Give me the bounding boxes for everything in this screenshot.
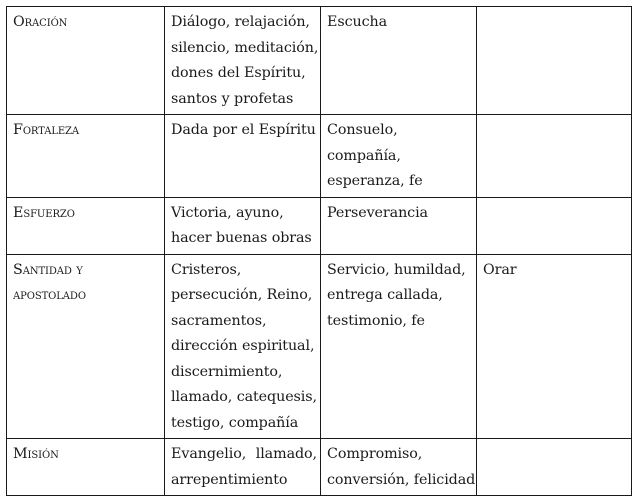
cell-col4	[477, 7, 632, 115]
row-label-mision: Misión	[7, 439, 165, 496]
cell-col4: Orar	[477, 254, 632, 439]
cell-col2: Dada por el Espíritu	[165, 115, 321, 198]
cell-col4	[477, 439, 632, 496]
cell-col2: Evangelio, llamado, arrepentimiento	[165, 439, 321, 496]
row-label-santidad-y-apostolado: Santidad y apostolado	[7, 254, 165, 439]
cell-col2: Victoria, ayuno, hacer buenas obras	[165, 197, 321, 254]
concept-table	[6, 6, 632, 496]
row-label-esfuerzo: Esfuerzo	[7, 197, 165, 254]
cell-col3: Escucha	[321, 7, 477, 115]
cell-col3: Compromiso, conversión, felicidad	[321, 439, 477, 496]
cell-col2: Cristeros, persecución, Reino, sacramentos, dirección espiritual, discernimiento, llamado, catequesis, testigo, compañía	[165, 254, 321, 439]
cell-col4	[477, 197, 632, 254]
table-row	[7, 197, 632, 254]
cell-col3: Perseverancia	[321, 197, 477, 254]
table-row	[7, 439, 632, 496]
cell-col4	[477, 115, 632, 198]
table-row	[7, 7, 632, 115]
table-row	[7, 254, 632, 439]
cell-col2: Diálogo, relajación, silencio, meditación, dones del Espíritu, santos y profetas	[165, 7, 321, 115]
cell-col3: Consuelo, compañía, esperanza, fe	[321, 115, 477, 198]
table-row	[7, 115, 632, 198]
row-label-fortaleza: Fortaleza	[7, 115, 165, 198]
row-label-oracion: Oración	[7, 7, 165, 115]
cell-col3: Servicio, humildad, entrega callada, testimonio, fe	[321, 254, 477, 439]
